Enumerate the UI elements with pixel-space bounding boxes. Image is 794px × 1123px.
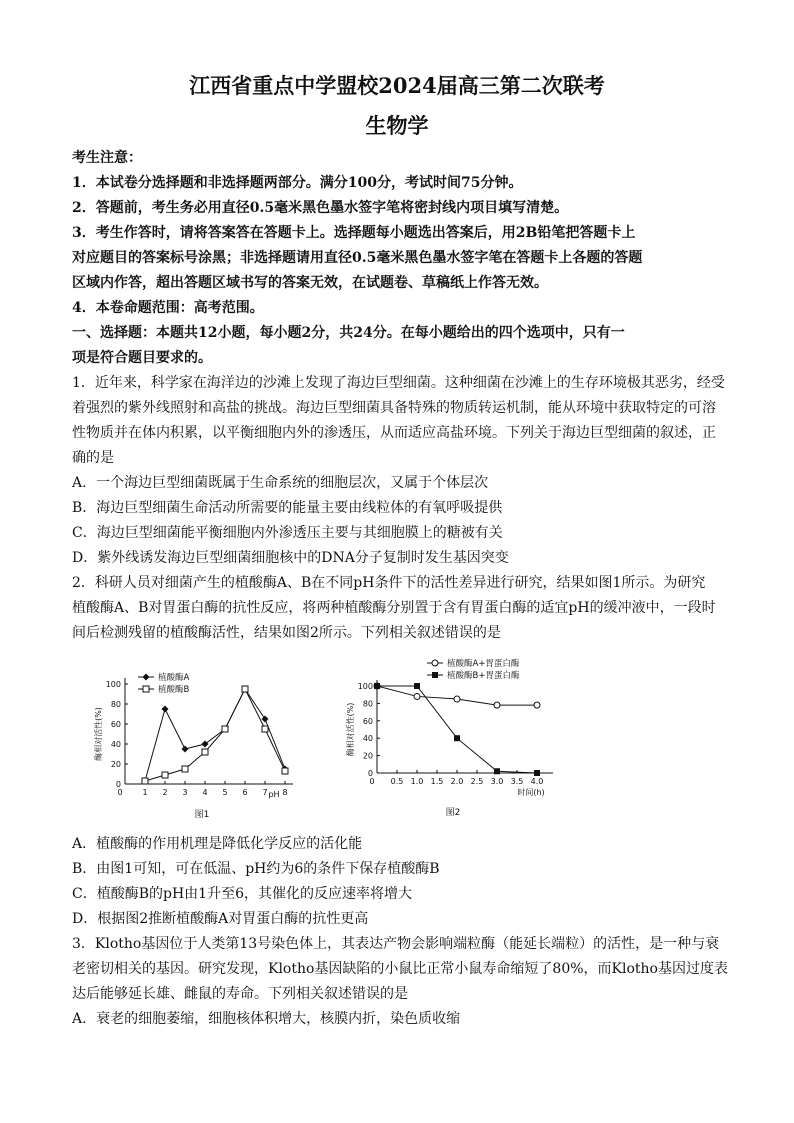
section-heading: 一、选择题：本题共12小题，每小题2分，共24分。在每小题给出的四个选项中，只有一 [72, 325, 625, 341]
data-point [414, 683, 420, 689]
y-tick-label: 0 [367, 769, 373, 778]
y-tick-label: 60 [362, 716, 373, 726]
data-point [454, 696, 460, 702]
x-tick-label: 3.0 [490, 777, 504, 786]
notice-item: 区域内作答，超出答题区域书写的答案无效，在试题卷、草稿纸上作答无效。 [72, 275, 548, 291]
q1-option-d: D．紫外线诱发海边巨型细菌细胞核中的DNA分子复制时发生基因突变 [72, 550, 509, 566]
x-tick-label: 7 [262, 788, 268, 797]
exam-title: 江西省重点中学盟校2024届高三第二次联考 [189, 73, 605, 98]
q3-stem: 老密切相关的基因。研究发现，Klotho基因缺陷的小鼠比正常小鼠寿命缩短了80%，而Klotho基因过度表 [72, 961, 728, 977]
x-tick-label: 5 [222, 788, 228, 797]
q3-option-a: A．衰老的细胞萎缩，细胞核体积增大，核膜内折，染色质收缩 [72, 1011, 461, 1027]
q1-stem: 确的是 [72, 450, 114, 466]
q2-stem: 间后检测残留的植酸酶活性，结果如图2所示。下列相关叙述错误的是 [72, 625, 501, 641]
figure-1-chart [90, 660, 300, 830]
x-tick-label: 0.5 [390, 777, 404, 786]
x-axis-label: pH [268, 790, 280, 799]
y-tick-label: 20 [110, 760, 121, 769]
x-tick-label: 1.0 [410, 777, 424, 786]
q1-stem: 着强烈的紫外线照射和高盐的挑战。海边巨型细菌具备特殊的物质转运机制，能从环境中获取特定的可溶 [72, 400, 716, 416]
notice-item: 对应题目的答案标号涂黑；非选择题请用直径0.5毫米黑色墨水签字笔在答题卡上各题的答题 [72, 250, 643, 266]
data-point [534, 770, 540, 776]
x-tick-label: 1 [142, 788, 148, 797]
data-point [534, 702, 540, 708]
series-line [145, 689, 285, 781]
legend-label: 植酸酶A [158, 673, 190, 683]
notice-heading: 考生注意： [72, 150, 142, 166]
data-point [262, 716, 269, 723]
q2-option-a: A．植酸酶的作用机理是降低化学反应的活化能 [72, 836, 363, 852]
x-tick-label: 3 [182, 788, 188, 797]
q2-stem: 2．科研人员对细菌产生的植酸酶A、B在不同pH条件下的活性差异进行研究，结果如图1所示。为研究 [72, 575, 706, 591]
y-tick-label: 100 [105, 680, 121, 689]
legend-marker [143, 686, 149, 692]
data-point [262, 726, 268, 732]
data-point [142, 778, 148, 784]
figure-caption: 图2 [445, 808, 461, 818]
q3-stem: 3．Klotho基因位于人类第13号染色体上，其表达产物会影响端粒酶（能延长端粒）的活性，是一种与衰 [72, 936, 720, 952]
data-point [222, 726, 228, 732]
legend-label: 植酸酶A+胃蛋白酶 [447, 659, 520, 669]
q1-stem: 1．近年来，科学家在海洋边的沙滩上发现了海边巨型细菌。这种细菌在沙滩上的生存环境极其恶劣，经受 [72, 375, 725, 391]
x-tick-label: 0 [117, 788, 123, 797]
q2-option-c: C．植酸酶B的pH由1升至6，其催化的反应速率将增大 [72, 886, 412, 902]
x-tick-label: 2 [162, 788, 168, 797]
figure-caption: 图1 [194, 810, 210, 820]
figure-2-chart [335, 655, 560, 825]
x-axis-label: 时间(h) [517, 788, 545, 797]
data-point [454, 735, 460, 741]
q3-stem: 达后能够延长雄、雌鼠的寿命。下列相关叙述错误的是 [72, 986, 408, 1002]
notice-item: 4．本卷命题范围：高考范围。 [72, 300, 264, 316]
legend-label: 植酸酶B [158, 685, 190, 695]
q1-option-b: B．海边巨型细菌生命活动所需要的能量主要由线粒体的有氧呼吸提供 [72, 500, 503, 516]
q1-option-a: A．一个海边巨型细菌既属于生命系统的细胞层次，又属于个体层次 [72, 475, 489, 491]
data-point [182, 766, 188, 772]
y-tick-label: 0 [115, 780, 121, 789]
legend-marker [432, 660, 438, 666]
y-tick-label: 40 [362, 734, 373, 744]
notice-item: 1．本试卷分选择题和非选择题两部分。满分100分，考试时间75分钟。 [72, 175, 523, 191]
q2-option-d: D．根据图2推断植酸酶A对胃蛋白酶的抗性更高 [72, 911, 369, 927]
y-tick-label: 60 [110, 720, 121, 729]
y-tick-label: 20 [362, 751, 373, 761]
legend-label: 植酸酶B+胃蛋白酶 [447, 671, 520, 681]
data-point [182, 746, 189, 753]
x-tick-label: 3.5 [510, 777, 524, 786]
data-point [162, 706, 169, 713]
x-tick-label: 6 [242, 788, 248, 797]
data-point [202, 749, 208, 755]
y-axis-label: 酶相对活性(%) [94, 707, 103, 761]
x-tick-label: 2.0 [450, 777, 464, 786]
section-heading: 项是符合题目要求的。 [72, 350, 212, 366]
x-tick-label: 4 [202, 788, 208, 797]
y-tick-label: 40 [110, 740, 121, 749]
series-line [145, 689, 285, 781]
data-point [374, 683, 380, 689]
x-tick-label: 0 [369, 777, 375, 786]
q1-stem: 性物质并在体内积累，以平衡细胞内外的渗透压，从而适应高盐环境。下列关于海边巨型细菌的叙述，正 [72, 425, 716, 441]
q2-option-b: B．由图1可知，可在低温、pH约为6的条件下保存植酸酶B [72, 861, 440, 877]
legend-marker [432, 672, 438, 678]
x-tick-label: 1.5 [430, 777, 444, 786]
data-point [162, 772, 168, 778]
x-tick-label: 4.0 [530, 777, 544, 786]
y-tick-label: 80 [362, 699, 373, 709]
notice-item: 2．答题前，考生务必用直径0.5毫米黑色墨水签字笔将密封线内项目填写清楚。 [72, 200, 569, 216]
data-point [494, 768, 500, 774]
data-point [242, 686, 248, 692]
x-tick-label: 2.5 [470, 777, 484, 786]
x-tick-label: 8 [282, 788, 288, 797]
q1-option-c: C．海边巨型细菌能平衡细胞内外渗透压主要与其细胞膜上的糖被有关 [72, 525, 503, 541]
data-point [282, 768, 288, 774]
y-tick-label: 100 [357, 682, 373, 691]
y-axis-label: 酶相对活性(%) [346, 702, 355, 757]
exam-subject: 生物学 [365, 113, 429, 138]
notice-item: 3．考生作答时，请将答案答在答题卡上。选择题每小题选出答案后，用2B铅笔把答题卡上 [72, 225, 636, 241]
y-tick-label: 80 [110, 700, 121, 709]
q2-stem: 植酸酶A、B对胃蛋白酶的抗性反应，将两种植酸酶分别置于含有胃蛋白酶的适宜pH的缓冲液中，一段时 [72, 600, 716, 616]
legend-marker [143, 674, 150, 681]
data-point [494, 702, 500, 708]
data-point [414, 693, 420, 699]
